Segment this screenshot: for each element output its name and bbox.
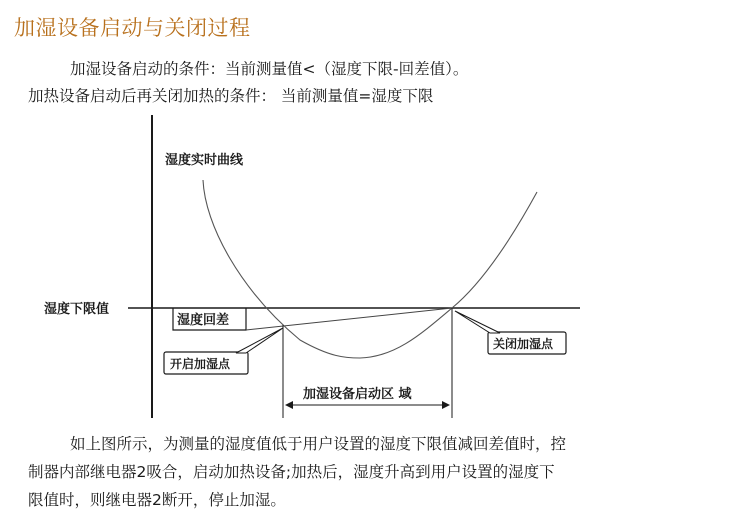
stop-condition-text: 加热设备启动后再关闭加热的条件： 当前测量值=湿度下限	[28, 87, 434, 105]
page-title: 加湿设备启动与关闭过程	[14, 16, 251, 40]
start-point-callout-tail	[236, 328, 283, 353]
stop-point-callout-tail	[455, 311, 500, 333]
explanation-line-3: 限值时，则继电器2断开，停止加湿。	[28, 491, 286, 509]
lower-limit-label: 湿度下限值	[44, 302, 110, 317]
curve-label: 湿度实时曲线	[165, 153, 244, 168]
hysteresis-label: 湿度回差	[177, 313, 230, 328]
zone-arrow-right-head	[442, 401, 450, 409]
explanation-line-2: 制器内部继电器2吸合，启动加热设备;加热后，湿度升高到用户设置的湿度下	[28, 463, 555, 481]
start-point-label: 开启加湿点	[170, 357, 231, 371]
start-condition-text: 加湿设备启动的条件：当前测量值<（湿度下限-回差值）。	[70, 60, 469, 78]
stop-point-label: 关闭加湿点	[493, 337, 554, 351]
explanation-line-1: 如上图所示，为测量的湿度值低于用户设置的湿度下限值减回差值时，控	[70, 435, 567, 453]
zone-arrow-left-head	[285, 401, 293, 409]
active-zone-label: 加湿设备启动区 域	[303, 387, 412, 402]
